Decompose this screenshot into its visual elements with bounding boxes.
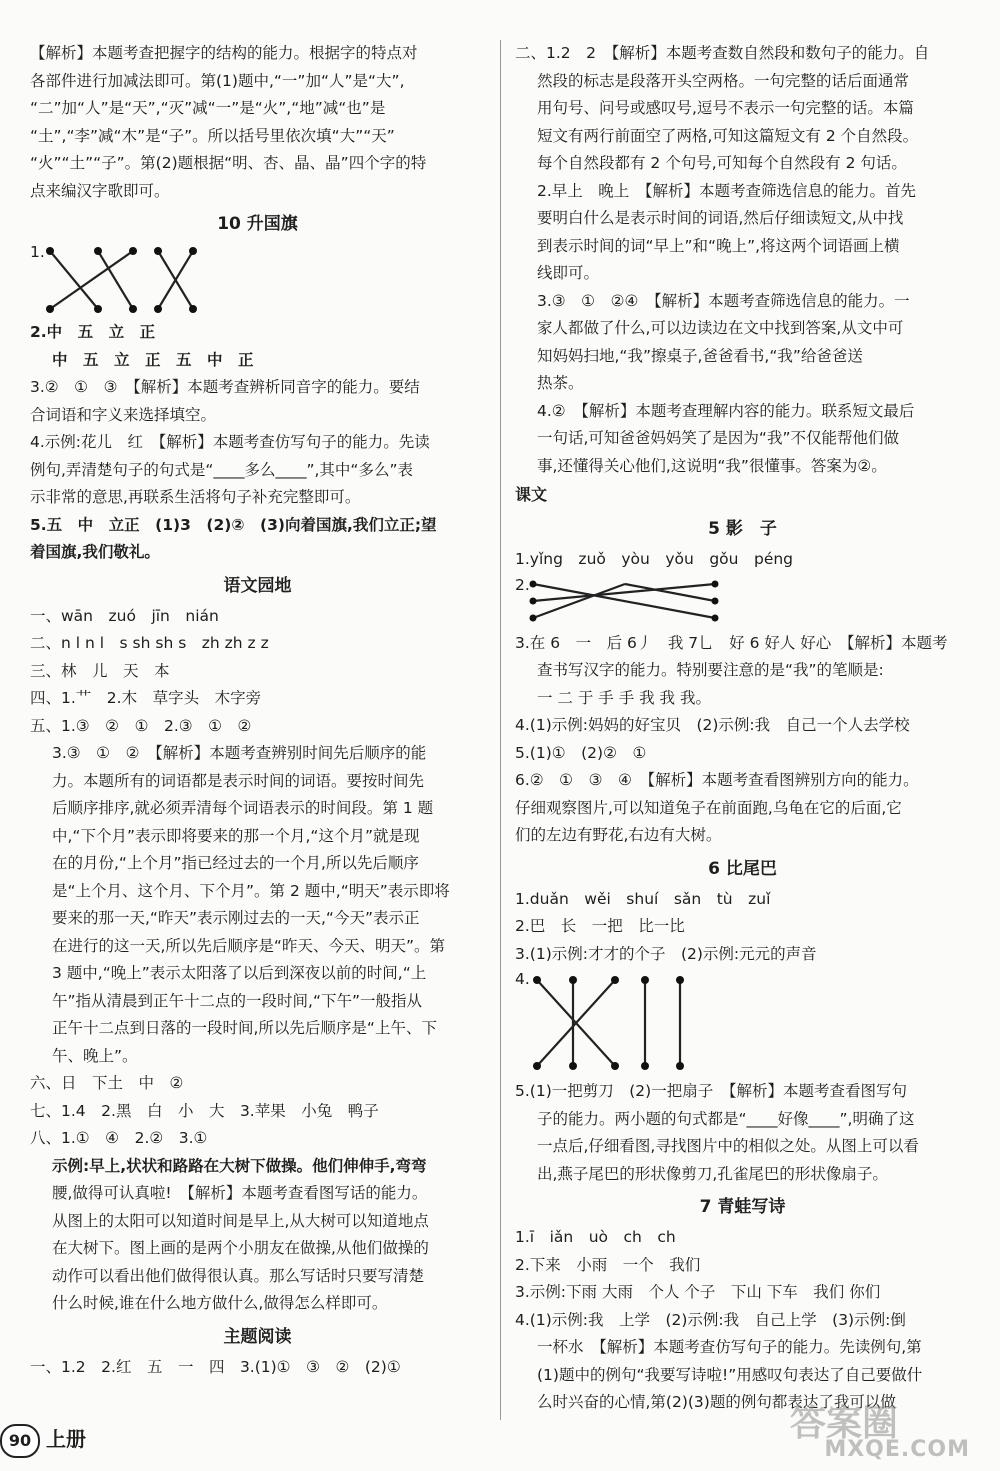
- answer-line: 1.ī iǎn uò ch ch: [515, 1228, 676, 1246]
- answer-line: 二、n l n l s sh sh s zh zh z z: [30, 634, 269, 652]
- matching-figure-1: [30, 241, 485, 319]
- lesson-title: 10 升国旗: [217, 214, 298, 234]
- lesson-title: 7 青蛙写诗: [699, 1197, 786, 1217]
- answer-line: 八、1.① ④ 2.② 3.①: [30, 1129, 208, 1147]
- question-number: 2.: [515, 575, 530, 594]
- text-line: 仔细观察图片,可以知道兔子在前面跑,乌龟在它的后面,它: [515, 798, 902, 817]
- text-line: 一 二 于 手 手 我 我 我。: [537, 688, 711, 707]
- text-line: 线即可。: [537, 264, 600, 282]
- text-line: 在的月份,“上个月”指已经过去的一个月,所以先后顺序: [52, 854, 419, 872]
- text-line: 力。本题所有的词语都是表示时间的词语。要按时间先: [52, 771, 425, 790]
- answer-line: 5.(1)① (2)② ①: [515, 743, 647, 762]
- left-column: [30, 40, 485, 1381]
- answer-line: 4.示例:花儿 红 【解析】本题考查仿写句子的能力。先读: [30, 433, 430, 451]
- text-line: 查书写汉字的能力。特别要注意的是“我”的笔顺是:: [537, 661, 884, 679]
- section-title: 主题阅读: [223, 1326, 292, 1347]
- text-line: “土”,“李”减“木”是“子”。所以括号里依次填“大”“天”: [30, 126, 395, 145]
- answer-line: 4.(1)示例:我 上学 (2)示例:我 自己上学 (3)示例:倒: [515, 1310, 906, 1329]
- answer-line: 5.(1)一把剪刀 (2)一把扇子 【解析】本题考查看图写句: [515, 1082, 907, 1100]
- question-number: 4.: [515, 970, 530, 988]
- answer-line: 七、1.4 2.黑 白 小 大 3.苹果 小兔 鸭子: [30, 1101, 379, 1120]
- text-line: 每个自然段都有 2 个句号,可知每个自然段有 2 句话。: [537, 154, 907, 172]
- text-line: 们的左边有野花,右边有大树。: [515, 826, 722, 844]
- text-line: 例句,弄清楚句子的句式是“____多么____”,其中“多么”表: [30, 460, 413, 479]
- text-line: 午”指从清晨到正午十二点的一段时间,“下午”一般指从: [52, 991, 423, 1010]
- answer-line: 着国旗,我们敬礼。: [30, 543, 160, 561]
- text-line: 用句号、问号或感叹号,逗号不表示一句完整的话。本篇: [537, 99, 914, 117]
- answer-line: 5.五 中 立正 (1)3 (2)② (3)向着国旗,我们立正;望: [30, 515, 437, 534]
- matching-lines-diagram: [38, 241, 238, 319]
- text-line: 点来编汉字歌即可。: [30, 181, 170, 200]
- text-line: 示例:早上,状状和路路在大树下做操。他们伸伸手,弯弯: [52, 1156, 427, 1175]
- answer-line: 3.示例:下雨 大雨 个人 个子 下山 下车 我们 你们: [515, 1283, 881, 1301]
- answer-line: 1.yǐng zuǒ yòu yǒu gǒu péng: [515, 550, 794, 568]
- answer-line: 四、1.艹 2.木 草字头 木字旁: [30, 689, 262, 707]
- text-line: 合词语和字义来选择填空。: [30, 405, 217, 424]
- answer-line: 三、林 儿 天 本: [30, 661, 170, 680]
- answer-line: 2.早上 晚上 【解析】本题考查筛选信息的能力。首先: [537, 181, 917, 200]
- text-line: 短文有两行前面空了两格,可知这篇短文有 2 个自然段。: [537, 126, 919, 145]
- text-line: 一点后,仔细看图,寻找图片中的相似之处。从图上可以看: [537, 1137, 919, 1155]
- text-line: 么时兴奋的心情,第(2)(3)题的例句都表达了我可以做: [537, 1393, 896, 1411]
- answer-line: 2.巴 长 一把 比一比: [515, 917, 685, 935]
- answer-line: 3.③ ① ②④ 【解析】本题考查筛选信息的能力。一: [537, 291, 910, 310]
- answer-line: 五、1.③ ② ① 2.③ ① ②: [30, 716, 252, 735]
- text-line: 知妈妈扫地,“我”擦桌子,爸爸看书,“我”给爸爸送: [537, 346, 863, 365]
- answer-line: 6.② ① ③ ④ 【解析】本题考查看图辨别方向的能力。: [515, 771, 919, 789]
- watermark-logo: [790, 1395, 970, 1462]
- volume-label: 上册: [46, 1427, 86, 1451]
- question-number: 1.: [30, 243, 45, 261]
- text-line: 是“上个月、这个月、下个月”。第 2 题中,“明天”表示即将: [52, 881, 450, 900]
- page-footer: [0, 1418, 120, 1458]
- answer-line: 3.(1)示例:才才的个子 (2)示例:元元的声音: [515, 944, 817, 963]
- section-title: 语文园地: [223, 575, 292, 596]
- text-line: 二、1.2 2 【解析】本题考查数自然段和数句子的能力。自: [515, 44, 930, 62]
- text-line: 后顺序排序,就必须弄清每个词语表示的时间段。第 1 题: [52, 799, 434, 817]
- matching-figure-3: [515, 968, 970, 1078]
- text-line: (1)题中的例句“我要写诗啦!”用感叹句表达了自己要做什: [537, 1365, 923, 1384]
- lesson-title: 5 影 子: [708, 519, 777, 539]
- text-line: 3 题中,“晚上”表示太阳落了以后到深夜以前的时间,“上: [52, 964, 427, 982]
- text-line: 在大树下。图上画的是两个小朋友在做操,从他们做操的: [52, 1239, 429, 1257]
- matching-figure-2: [515, 574, 970, 630]
- text-line: 一杯水 【解析】本题考查仿写句子的能力。先读例句,第: [537, 1338, 922, 1356]
- watermark-text: 答案圈: [790, 1403, 899, 1444]
- text-line: 腰,做得可认真啦! 【解析】本题考查看图写话的能力。: [52, 1184, 428, 1202]
- section-heading: 课文: [515, 485, 548, 504]
- text-line: 出,燕子尾巴的形状像剪刀,孔雀尾巴的形状像扇子。: [537, 1164, 888, 1183]
- text-line: 中,“下个月”表示即将要来的那一个月,“这个月”就是现: [52, 826, 420, 845]
- text-line: 在进行的这一天,所以先后顺序是“昨天、今天、明天”。第: [52, 936, 445, 955]
- text-line: 示非常的意思,再联系生活将句子补充完整即可。: [30, 488, 361, 506]
- answer-line: 中 五 立 正 五 中 正: [52, 350, 254, 369]
- text-line: 各部件进行加减法即可。第(1)题中,“一”加“人”是“大”,: [30, 71, 405, 90]
- answer-line: 2.下来 小雨 一个 我们: [515, 1255, 701, 1274]
- answer-line: 六、日 下土 中 ②: [30, 1074, 184, 1092]
- text-line: 3.③ ① ② 【解析】本题考查辨别时间先后顺序的能: [52, 744, 427, 762]
- answer-line: 一、1.2 2.红 五 一 四 3.(1)① ③ ② (2)①: [30, 1357, 401, 1376]
- answer-line: 2.中 五 立 正: [30, 323, 156, 341]
- text-line: 事,还懂得关心他们,这说明“我”很懂事。答案为②。: [537, 456, 887, 475]
- text-line: 家人都做了什么,可以边读边在文中找到答案,从文中可: [537, 319, 904, 337]
- text-line: 什么时候,谁在什么地方做什么,做得怎么样即可。: [52, 1294, 388, 1312]
- text-line: “火”“土”“子”。第(2)题根据“明、杏、晶、晶”四个字的特: [30, 154, 427, 172]
- right-column: [515, 40, 970, 1417]
- text-line: 到表示时间的词“早上”和“晚上”,将这两个词语画上横: [537, 236, 900, 255]
- answer-line: 4.(1)示例:妈妈的好宝贝 (2)示例:我 自己一个人去学校: [515, 716, 910, 734]
- text-line: 正午十二点到日落的一段时间,所以先后顺序是“上午、下: [52, 1019, 437, 1037]
- text-line: 午、晚上”。: [52, 1046, 138, 1065]
- text-line: 要明白什么是表示时间的词语,然后仔细读短文,从中找: [537, 209, 904, 227]
- page-number: 90: [0, 1424, 40, 1458]
- column-divider: [500, 40, 501, 1420]
- answer-line: 3.② ① ③ 【解析】本题考查辨析同音字的能力。要结: [30, 378, 420, 396]
- lesson-title: 6 比尾巴: [708, 858, 777, 879]
- text-line: 从图上的太阳可以知道时间是早上,从大树可以知道地点: [52, 1211, 429, 1230]
- text-line: 子的能力。两小题的句式都是“____好像____”,明确了这: [537, 1109, 915, 1128]
- answer-line: 3.在 6 一 后 6丿 我 7乚 好 6 好人 好心 【解析】本题考: [515, 633, 948, 652]
- text-line: 然段的标志是段落开头空两格。一句完整的话后面通常: [537, 71, 910, 90]
- text-line: 一句话,可知爸爸妈妈笑了是因为“我”不仅能帮他们做: [537, 429, 899, 447]
- answer-line: 1.duǎn wěi shuí sǎn tù zuǐ: [515, 889, 771, 908]
- text-line: 动作可以看出他们做得很认真。那么写话时只要写清楚: [52, 1266, 425, 1285]
- text-line: 热茶。: [537, 374, 584, 392]
- watermark-url: MXQE.COM: [824, 1437, 970, 1462]
- text-line: 【解析】本题考查把握字的结构的能力。根据字的特点对: [30, 44, 418, 62]
- text-line: “二”加“人”是“天”,“灭”减“一”是“火”,“地”减“也”是: [30, 99, 386, 117]
- text-line: 要来的那一天,“昨天”表示刚过去的一天,“今天”表示正: [52, 909, 420, 927]
- matching-lines-diagram: [525, 968, 725, 1078]
- answer-line: 一、wān zuó jīn nián: [30, 606, 219, 625]
- matching-lines-diagram: [525, 574, 745, 630]
- answer-line: 4.② 【解析】本题考查理解内容的能力。联系短文最后: [537, 401, 915, 420]
